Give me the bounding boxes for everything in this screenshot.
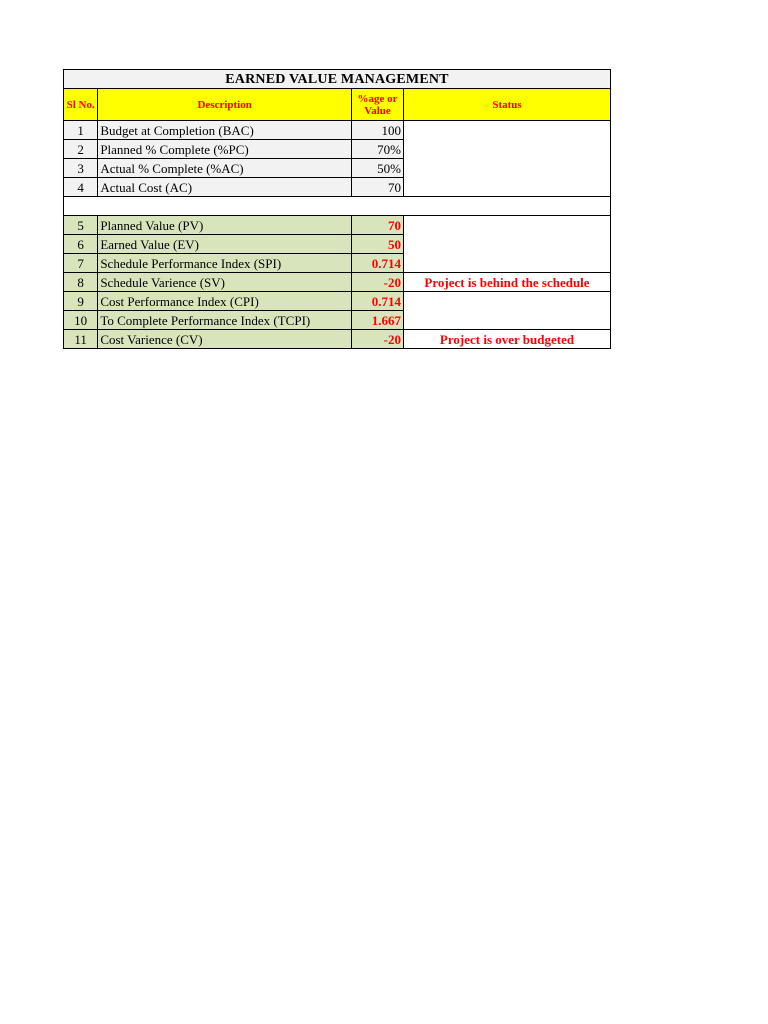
sl-cell: 10 (64, 311, 98, 330)
value-cell: 70% (352, 140, 404, 159)
spacer-row (64, 197, 611, 216)
description-header: Description (98, 89, 352, 121)
table-row (64, 292, 611, 311)
value-cell: -20 (352, 273, 404, 292)
description-cell: Actual % Complete (%AC) (98, 159, 352, 178)
description-cell: Budget at Completion (BAC) (98, 121, 352, 140)
table-row (64, 330, 611, 349)
value-cell: 100 (352, 121, 404, 140)
value-cell: 70 (352, 178, 404, 197)
spacer-cell (64, 197, 611, 216)
status-cell: Project is behind the schedule (404, 273, 611, 292)
value-cell: 0.714 (352, 292, 404, 311)
header-row (64, 89, 611, 121)
sl-cell: 8 (64, 273, 98, 292)
sl-cell: 11 (64, 330, 98, 349)
sl-no-header: Sl No. (64, 89, 98, 121)
description-cell: Schedule Varience (SV) (98, 273, 352, 292)
value-cell: 0.714 (352, 254, 404, 273)
status-cell (404, 216, 611, 273)
value-cell: -20 (352, 330, 404, 349)
value-cell: 70 (352, 216, 404, 235)
value-header: %age or Value (352, 89, 404, 121)
table-row (64, 216, 611, 235)
value-cell: 1.667 (352, 311, 404, 330)
title-row (64, 70, 611, 89)
sl-cell: 6 (64, 235, 98, 254)
status-cell: Project is over budgeted (404, 330, 611, 349)
evm-table (63, 69, 611, 349)
value-cell: 50% (352, 159, 404, 178)
sl-cell: 4 (64, 178, 98, 197)
sl-cell: 7 (64, 254, 98, 273)
description-cell: Schedule Performance Index (SPI) (98, 254, 352, 273)
sl-cell: 9 (64, 292, 98, 311)
description-cell: Actual Cost (AC) (98, 178, 352, 197)
description-cell: Planned Value (PV) (98, 216, 352, 235)
table-row (64, 273, 611, 292)
description-cell: Planned % Complete (%PC) (98, 140, 352, 159)
status-cell (404, 292, 611, 330)
description-cell: Cost Varience (CV) (98, 330, 352, 349)
status-cell (404, 121, 611, 197)
table-title: EARNED VALUE MANAGEMENT (64, 70, 611, 89)
value-cell: 50 (352, 235, 404, 254)
status-header: Status (404, 89, 611, 121)
table-row (64, 121, 611, 140)
sl-cell: 5 (64, 216, 98, 235)
description-cell: Earned Value (EV) (98, 235, 352, 254)
sl-cell: 2 (64, 140, 98, 159)
description-cell: Cost Performance Index (CPI) (98, 292, 352, 311)
sl-cell: 3 (64, 159, 98, 178)
sl-cell: 1 (64, 121, 98, 140)
description-cell: To Complete Performance Index (TCPI) (98, 311, 352, 330)
